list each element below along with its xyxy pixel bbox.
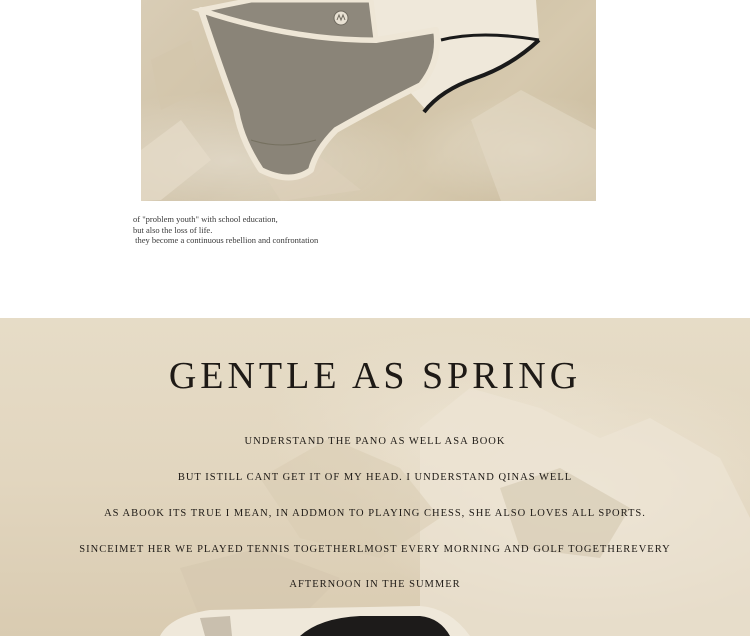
body-line: BUT ISTILL CANT GET IT OF MY HEAD. I UNDERSTAND QINAS WELL bbox=[177, 472, 573, 483]
body-line: AS ABOOK ITS TRUE I MEAN, IN ADDMON TO PLAYING CHESS, SHE ALSO LOVES ALL SPORTS. bbox=[104, 508, 646, 519]
caption-line: but also the loss of life. bbox=[133, 224, 213, 235]
photo-caption bbox=[133, 214, 318, 246]
body-line: AFTERNOON IN THE SUMMER bbox=[289, 579, 461, 590]
caption-line: they become a continuous rebellion and confrontation bbox=[133, 235, 319, 245]
body-line: UNDERSTAND THE PANO AS WELL ASA BOOK bbox=[244, 436, 506, 447]
product-photo-top bbox=[141, 0, 596, 201]
product-illustration bbox=[141, 0, 596, 201]
body-line: SINCEIMET HER WE PLAYED TENNIS TOGETHERLMOST EVERY MORNING AND GOLF TOGETHEREVERY bbox=[79, 544, 671, 555]
section-heading: GENTLE AS SPRING bbox=[168, 355, 582, 397]
gentle-section bbox=[0, 318, 750, 636]
caption-line: of "problem youth" with school education, bbox=[133, 214, 278, 224]
